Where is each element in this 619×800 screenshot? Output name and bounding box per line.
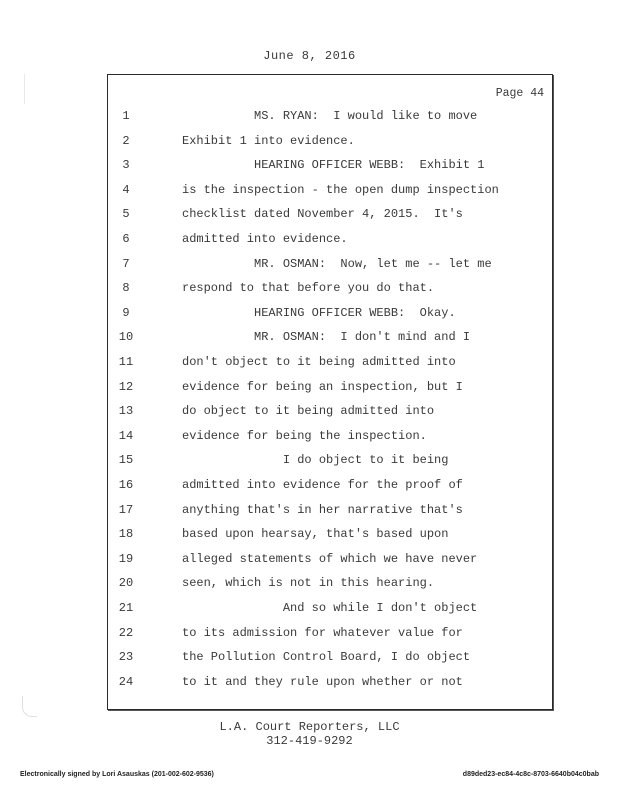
transcript-line bbox=[108, 503, 552, 523]
electronic-signature: Electronically signed by Lori Asauskas (201-002-602-9536) bbox=[20, 771, 214, 778]
transcript-line bbox=[108, 626, 552, 646]
line-text: to its admission for whatever value for bbox=[182, 625, 463, 640]
line-text: alleged statements of which we have never bbox=[182, 551, 478, 566]
line-number: 23 bbox=[118, 650, 134, 665]
line-number: 22 bbox=[118, 625, 134, 640]
line-number: 18 bbox=[118, 527, 134, 542]
line-text: is the inspection - the open dump inspection bbox=[182, 182, 499, 197]
line-text: admitted into evidence. bbox=[182, 232, 348, 246]
transcript-line bbox=[108, 404, 552, 424]
transcript-line bbox=[108, 453, 552, 473]
transcript-line bbox=[108, 478, 552, 498]
line-text: to it and they rule upon whether or not bbox=[182, 674, 463, 689]
line-text: Exhibit 1 into evidence. bbox=[182, 133, 355, 148]
transcript-line bbox=[108, 527, 552, 547]
transcript-line bbox=[108, 355, 552, 375]
transcript-line bbox=[108, 380, 552, 400]
line-number: 15 bbox=[118, 453, 134, 468]
page-date: June 8, 2016 bbox=[263, 49, 356, 63]
line-text: HEARING OFFICER WEBB: Exhibit 1 bbox=[182, 158, 485, 173]
line-number: 24 bbox=[118, 674, 134, 689]
line-number: 3 bbox=[122, 158, 130, 173]
transcript-line bbox=[108, 158, 552, 178]
document-id: d89ded23-ec84-4c8c-8703-6640b04c0bab bbox=[462, 771, 599, 778]
line-number: 9 bbox=[122, 305, 130, 320]
line-text: admitted into evidence for the proof of bbox=[182, 478, 463, 492]
line-text: MR. OSMAN: Now, let me -- let me bbox=[182, 256, 492, 271]
line-text: anything that's in her narrative that's bbox=[182, 502, 463, 517]
transcript-line bbox=[108, 306, 552, 326]
transcript-line bbox=[108, 109, 552, 129]
line-number: 2 bbox=[122, 133, 130, 148]
line-text: HEARING OFFICER WEBB: Okay. bbox=[182, 305, 456, 320]
transcript-line bbox=[108, 601, 552, 621]
line-text: checklist dated November 4, 2015. It's bbox=[182, 207, 463, 222]
transcript-line bbox=[108, 650, 552, 670]
reporter-company: L.A. Court Reporters, LLC bbox=[219, 720, 400, 734]
reporter-phone: 312-419-9292 bbox=[266, 734, 353, 748]
line-number: 12 bbox=[118, 379, 134, 394]
transcript-line bbox=[108, 207, 552, 227]
line-number: 19 bbox=[118, 551, 134, 566]
line-number: 7 bbox=[122, 256, 130, 271]
transcript-line bbox=[108, 576, 552, 596]
line-number: 20 bbox=[118, 576, 134, 591]
line-number: 6 bbox=[122, 232, 130, 246]
transcript-line bbox=[108, 232, 552, 252]
line-number: 14 bbox=[118, 428, 134, 443]
page-number: Page 44 bbox=[495, 87, 544, 100]
line-text: seen, which is not in this hearing. bbox=[182, 576, 435, 591]
scan-artifact-bottom bbox=[22, 696, 37, 717]
transcript-line bbox=[108, 183, 552, 203]
line-text: respond to that before you do that. bbox=[182, 281, 435, 296]
line-text: the Pollution Control Board, I do object bbox=[182, 650, 471, 665]
transcript-frame bbox=[107, 74, 553, 710]
line-number: 17 bbox=[118, 502, 134, 517]
line-text: don't object to it being admitted into bbox=[182, 355, 456, 369]
line-text: evidence for being an inspection, but I bbox=[182, 379, 463, 394]
line-number: 4 bbox=[122, 182, 130, 197]
line-number: 5 bbox=[122, 207, 130, 222]
line-number: 16 bbox=[118, 478, 134, 492]
transcript-line bbox=[108, 134, 552, 154]
transcript-line bbox=[108, 552, 552, 572]
line-text: based upon hearsay, that's based upon bbox=[182, 527, 449, 542]
line-number: 11 bbox=[118, 355, 134, 369]
line-text: I do object to it being bbox=[182, 453, 449, 468]
line-number: 8 bbox=[122, 281, 130, 296]
line-number: 13 bbox=[118, 404, 134, 419]
transcript-line bbox=[108, 675, 552, 695]
line-text: MS. RYAN: I would like to move bbox=[182, 109, 478, 123]
transcript-line bbox=[108, 330, 552, 350]
line-text: evidence for being the inspection. bbox=[182, 428, 427, 443]
line-number: 1 bbox=[122, 109, 130, 123]
line-text: do object to it being admitted into bbox=[182, 404, 435, 419]
transcript-line bbox=[108, 429, 552, 449]
transcript-line bbox=[108, 257, 552, 277]
line-number: 10 bbox=[118, 330, 134, 345]
line-number: 21 bbox=[118, 601, 134, 615]
transcript-line bbox=[108, 281, 552, 301]
line-text: And so while I don't object bbox=[182, 601, 478, 615]
line-text: MR. OSMAN: I don't mind and I bbox=[182, 330, 471, 345]
scan-artifact-top bbox=[24, 74, 35, 104]
